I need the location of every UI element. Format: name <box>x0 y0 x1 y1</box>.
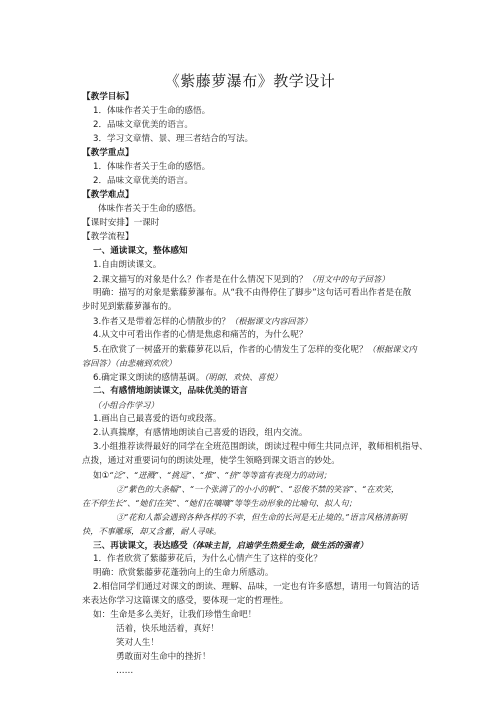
line-text: 【教学重点】 <box>82 148 134 158</box>
line-text: 三、再读课文，表达感受 <box>93 541 188 551</box>
text-line <box>93 106 210 117</box>
text-line <box>93 470 331 482</box>
text-line <box>93 582 419 593</box>
line-text: 3．学习文章情、景、理三者结合的写法。 <box>93 134 254 144</box>
line-note: ②“紫色的大条幅”、“一个张满了的小小的帆”、“忍俊不禁的笑容”、“在欢笑， <box>116 484 400 494</box>
text-line <box>116 512 407 524</box>
text-line <box>93 120 193 131</box>
text-line <box>82 358 176 370</box>
line-text: 如① <box>93 471 110 481</box>
line-text: 3.小组推荐读得最好的同学在全班范围朗读，朗读过程中师生共同点评，教师相机指导、 <box>93 442 428 452</box>
line-note: 快，不事雕琢，却又含蓄，耐人寻味。 <box>82 526 222 536</box>
line-text: 【教学目标】 <box>82 92 134 102</box>
line-note: （明朗、欢快、喜悦） <box>204 372 283 382</box>
line-text: 来表达你学习这篇课文的感受，要体现一定的哲理性。 <box>82 596 289 606</box>
text-line <box>93 400 159 412</box>
text-line <box>82 596 288 607</box>
text-line <box>93 540 368 552</box>
document-title: 《紫藤萝瀑布》教学设计 <box>164 72 336 90</box>
text-line <box>116 666 133 677</box>
line-text: 2.相信同学们通过对课文的朗读、理解、品味，一定也有许多感想，请用一句简洁的话 <box>93 582 420 592</box>
text-line <box>82 498 357 510</box>
line-text: 1．作者欣赏了紫藤萝花后，为什么心情产生了这样的变化？ <box>93 554 322 564</box>
text-line <box>93 442 428 453</box>
line-text: 1．体味作者关于生命的感悟。 <box>93 106 211 116</box>
text-line <box>93 288 411 299</box>
line-note: （小组合作学习） <box>93 400 159 410</box>
line-text: 如：生命是多么美好，让我们珍惜生命吧！ <box>93 610 257 620</box>
line-text: 1．体味作者关于生命的感悟。 <box>93 162 211 172</box>
text-line <box>98 204 201 215</box>
text-line <box>82 92 134 103</box>
text-line <box>93 428 307 439</box>
line-text: 二、有感情地朗读课文，品味优美的语言 <box>93 386 248 396</box>
text-line <box>93 372 282 384</box>
line-note: ③“花和人都会遇到各种各样的不幸，但生命的长河是无止境的。”语言风格清新明 <box>116 512 407 522</box>
line-note: （根据课文内容回答） <box>230 316 312 326</box>
line-text: 2．品味文章优美的语言。 <box>93 176 193 186</box>
text-line <box>82 232 134 243</box>
text-line <box>82 302 177 313</box>
line-text: 【课时安排】一课时 <box>82 218 160 228</box>
text-line <box>93 330 307 341</box>
line-text: 活着，快乐地活着，真好！ <box>116 624 220 634</box>
text-line <box>82 190 134 201</box>
line-text: 点拨，通过对重要词句的朗读处理，使学生领略到课文语言的妙处。 <box>82 456 340 466</box>
line-note: （体味主旨，启迪学生热爱生命，做生活的强者） <box>187 540 368 550</box>
line-text: 1.画出自己最喜爱的语句或段落。 <box>93 414 222 424</box>
text-line <box>93 316 312 328</box>
line-text: 笑对人生！ <box>116 638 159 648</box>
text-line <box>82 218 159 229</box>
line-text: 【教学难点】 <box>82 190 134 200</box>
line-text: 【教学流程】 <box>82 232 134 242</box>
line-note: （用文中的句子回答） <box>307 274 390 284</box>
text-line <box>93 610 256 621</box>
text-line <box>93 414 222 425</box>
text-line <box>82 456 340 467</box>
line-note: 容回答）（由悲痛到欢欣） <box>82 358 177 368</box>
line-text: 2.认真揣摩，有感情地朗读自己喜爱的语段，组内交流。 <box>93 428 308 438</box>
line-text: 一、通读课文，整体感知 <box>93 246 188 256</box>
text-line <box>93 134 253 145</box>
text-line <box>116 652 211 663</box>
text-line <box>116 624 219 635</box>
line-text: 1.自由朗读课文。 <box>93 260 162 270</box>
text-line <box>82 148 134 159</box>
text-line <box>93 386 248 397</box>
line-note: （根据课文内 <box>367 344 417 354</box>
text-line <box>93 554 322 565</box>
line-text: 体味作者关于生命的感悟。 <box>98 204 202 214</box>
text-line <box>93 344 417 356</box>
line-text: 4.从文中可看出作者的心情是焦虑和痛苦的，为什么呢？ <box>93 330 308 340</box>
line-text: 2．品味文章优美的语言。 <box>93 120 193 130</box>
text-line <box>116 638 159 649</box>
text-line <box>93 246 188 257</box>
line-text: 勇敢面对生命中的挫折！ <box>116 652 211 662</box>
line-text: …… <box>116 666 134 676</box>
line-note: “泛”、“迸溅”、“挑逗”、“推”、“挤”等等富有表现力的动词； <box>109 470 332 480</box>
line-text: 步时见到紫藤萝瀑布的。 <box>82 302 177 312</box>
line-text: 明确：欣赏紫藤萝花蓬勃向上的生命力所感动。 <box>93 568 274 578</box>
line-text: 2.课文描写的对象是什么？作者是在什么情况下见到的？ <box>93 275 308 285</box>
text-line <box>82 526 221 538</box>
line-text: 5.在欣赏了一树盛开的紫藤萝花以后，作者的心情发生了怎样的变化呢？ <box>93 345 368 355</box>
text-line <box>116 484 399 496</box>
line-text: 6.确定课文朗读的感情基调。 <box>93 373 205 383</box>
text-line <box>93 260 161 271</box>
line-text: 明确：描写的对象是紫藤萝瀑布。从“我不由得停住了脚步”这句话可看出作者是在散 <box>93 288 412 298</box>
text-line <box>93 274 389 286</box>
line-text: 3.作者又是带着怎样的心情散步的？ <box>93 317 231 327</box>
line-note: 在不停生长”、“她们在笑”、“她们在嚷嚷”等等生动形象的比喻句、拟人句； <box>82 498 357 508</box>
text-line <box>93 162 210 173</box>
text-line <box>93 568 273 579</box>
text-line <box>93 176 193 187</box>
